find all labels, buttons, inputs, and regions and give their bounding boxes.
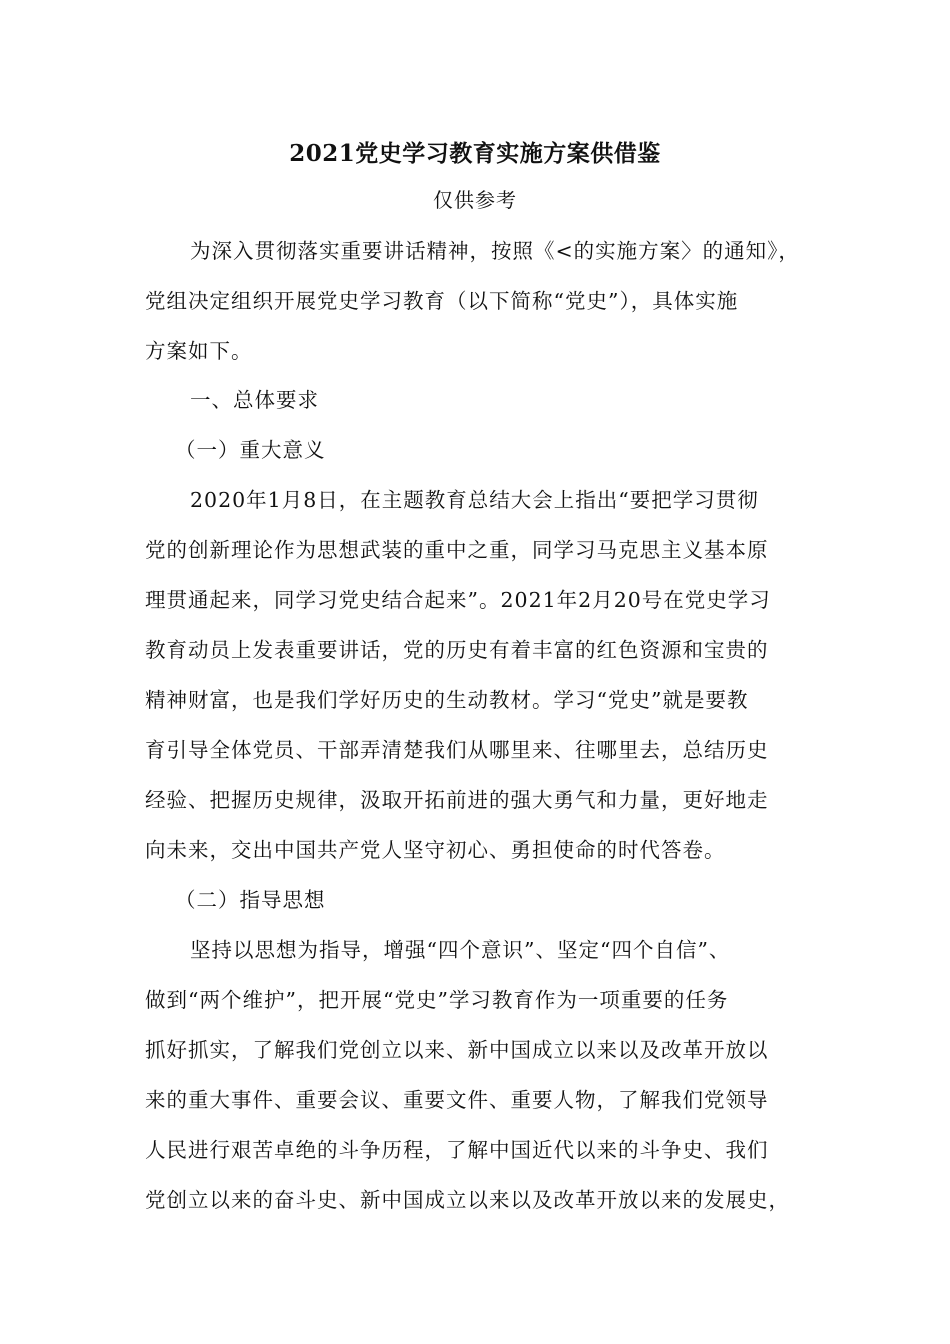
- paragraph-line: 党的创新理论作为思想武装的重中之重，同学习马克思主义基本原: [145, 538, 769, 562]
- paragraph-line: 抓好抓实，了解我们党创立以来、新中国成立以来以及改革开放以: [145, 1038, 769, 1062]
- subsection-heading: （二）指导思想: [175, 888, 326, 912]
- paragraph-line: 向未来，交出中国共产党人坚守初心、勇担使命的时代答卷。: [145, 838, 726, 862]
- paragraph-line: 方案如下。: [145, 339, 253, 363]
- paragraph-line: 人民进行艰苦卓绝的斗争历程，了解中国近代以来的斗争史、我们: [145, 1138, 769, 1162]
- section-heading: 一、总体要求: [190, 388, 319, 412]
- document-subtitle: 仅供参考: [433, 188, 517, 212]
- paragraph-line: 经验、把握历史规律，汲取开拓前进的强大勇气和力量，更好地走: [145, 788, 769, 812]
- paragraph-line: 教育动员上发表重要讲话，党的历史有着丰富的红色资源和宝贵的: [145, 638, 769, 662]
- paragraph-line: 为深入贯彻落实重要讲话精神，按照《<的实施方案〉的通知》，: [190, 239, 800, 263]
- document-title: 2021党史学习教育实施方案供借鉴: [289, 140, 661, 167]
- paragraph-line: 精神财富，也是我们学好历史的生动教材。学习“党史”就是要教: [145, 688, 749, 712]
- paragraph-line: 理贯通起来，同学习党史结合起来”。2021年2月20号在党史学习: [145, 588, 771, 612]
- paragraph-line: 党组决定组织开展党史学习教育（以下简称“党史”），具体实施: [145, 289, 739, 313]
- paragraph-line: 坚持以思想为指导，增强“四个意识”、坚定“四个自信”、: [190, 938, 731, 962]
- paragraph-line: 育引导全体党员、干部弄清楚我们从哪里来、往哪里去，总结历史: [145, 738, 769, 762]
- subsection-heading: （一）重大意义: [175, 438, 326, 462]
- paragraph-line: 做到“两个维护”，把开展“党史”学习教育作为一项重要的任务: [145, 988, 729, 1012]
- paragraph-line: 2020年1月8日，在主题教育总结大会上指出“要把学习贯彻: [190, 488, 759, 512]
- paragraph-line: 党创立以来的奋斗史、新中国成立以来以及改革开放以来的发展史，: [145, 1188, 790, 1212]
- paragraph-line: 来的重大事件、重要会议、重要文件、重要人物，了解我们党领导: [145, 1088, 769, 1112]
